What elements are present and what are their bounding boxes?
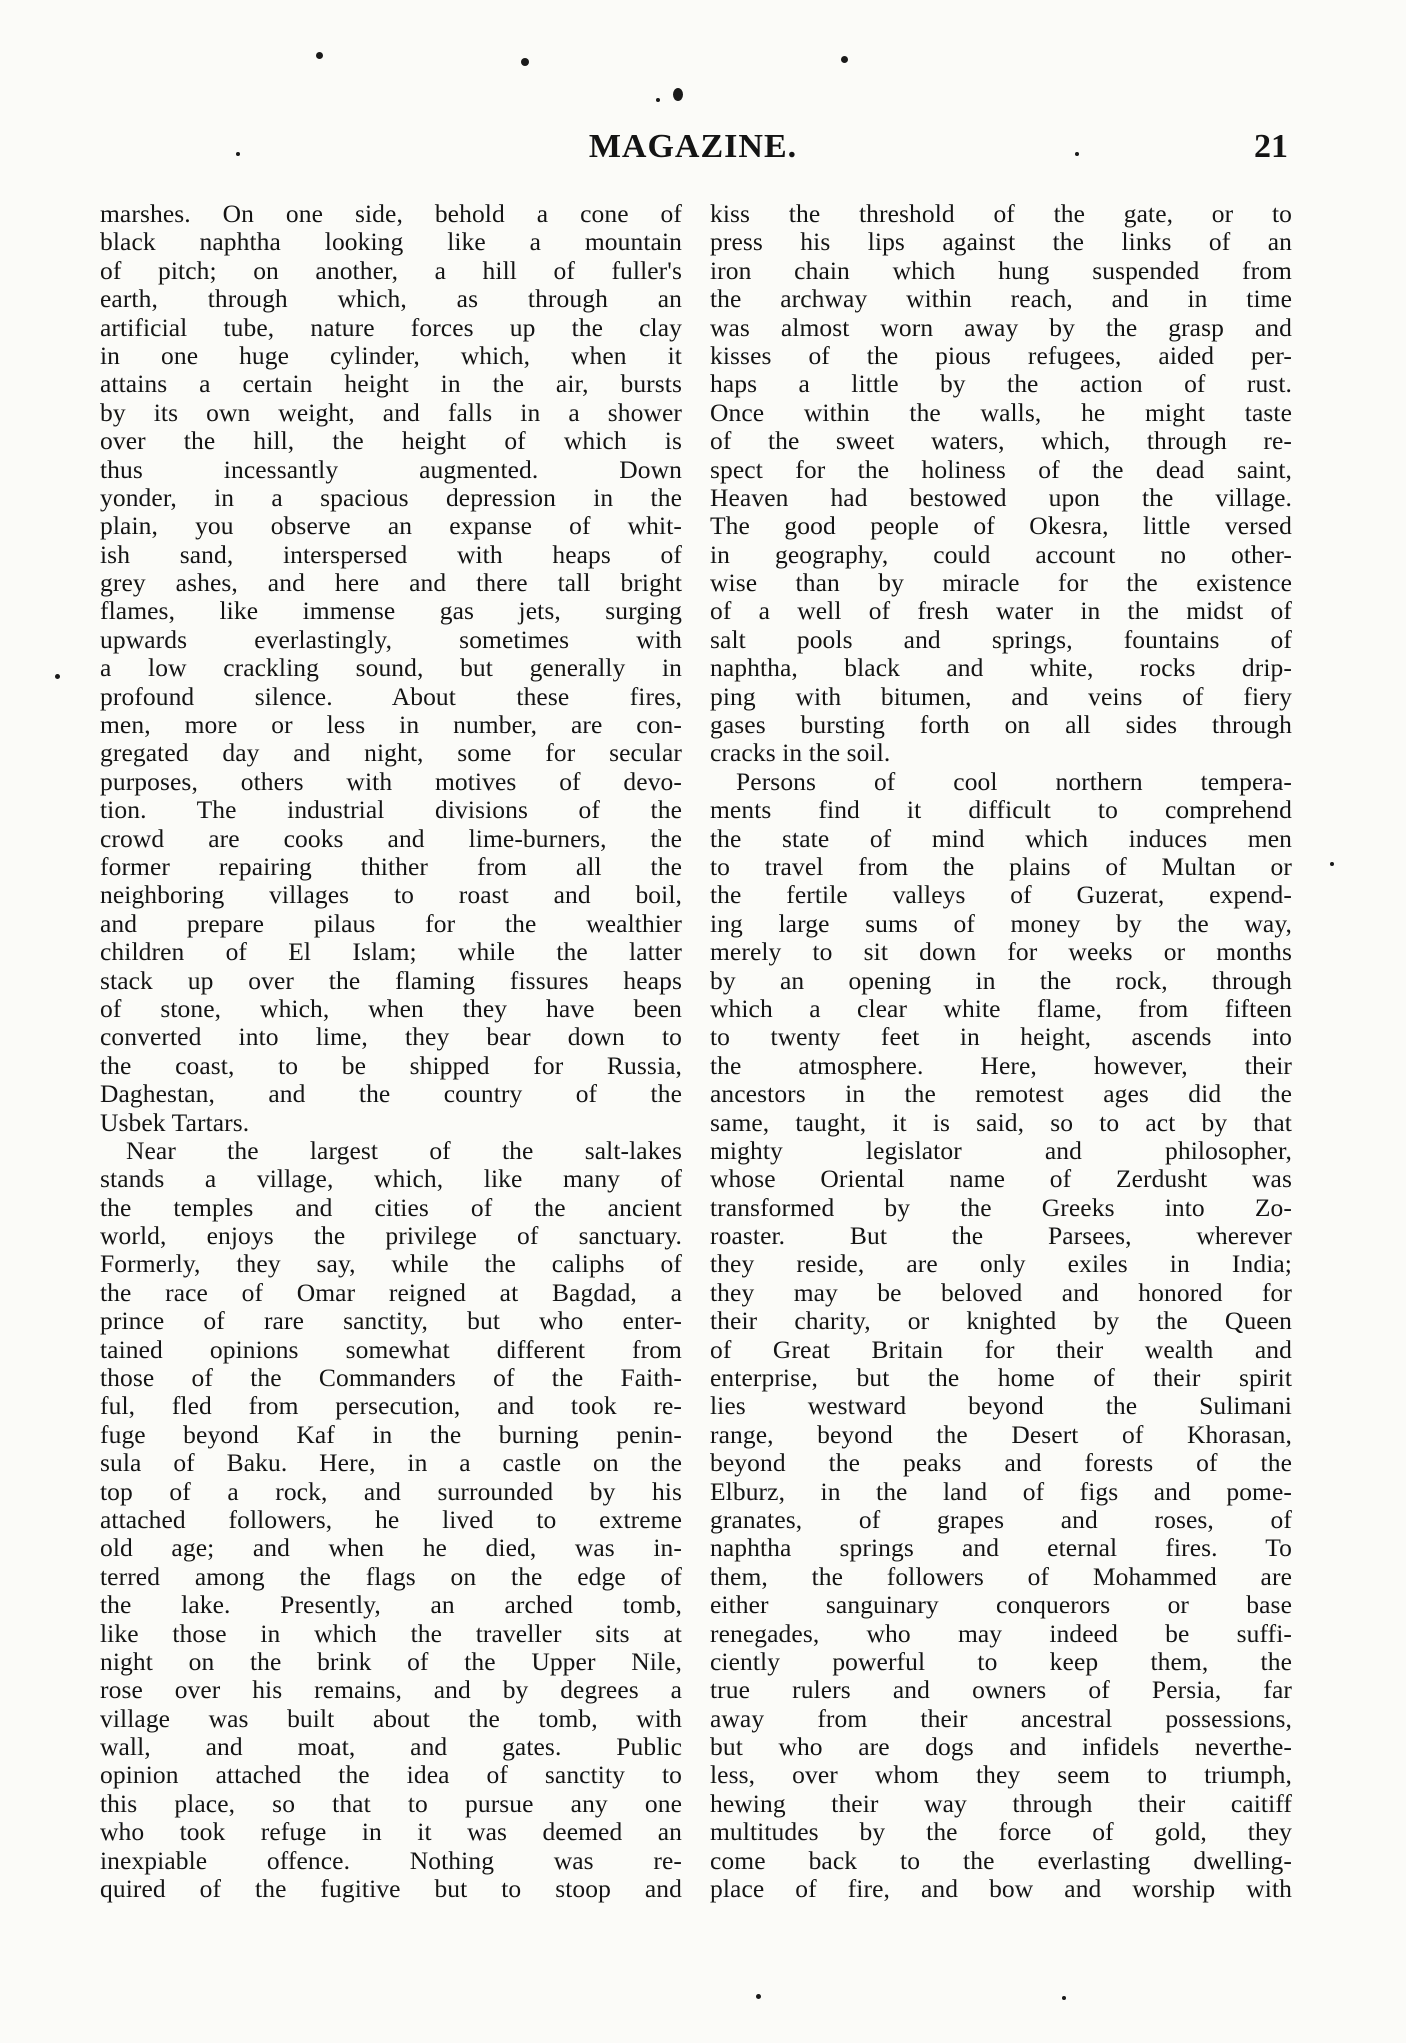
text-line: the coast, to be shipped for Russia, [100,1051,682,1080]
text-line: iron chain which hung suspended from [710,256,1292,285]
text-line: they may be beloved and honored for [710,1278,1292,1307]
text-line: world, enjoys the privilege of sanctuary. [100,1222,682,1251]
text-line: whose Oriental name of Zerdusht was [710,1165,1292,1194]
text-line: multitudes by the force of gold, they [710,1818,1292,1847]
text-line: earth, through which, as through an [100,285,682,314]
text-line: neighboring villages to roast and boil, [100,881,682,910]
scan-speck [521,58,529,66]
text-line: salt pools and springs, fountains of [710,625,1292,654]
text-line: away from their ancestral possessions, [710,1704,1292,1733]
text-line: Elburz, in the land of figs and pome- [710,1477,1292,1506]
text-line: press his lips against the links of an [710,228,1292,257]
text-line: cracks in the soil. [710,739,891,768]
text-line: Daghestan, and the country of the [100,1080,682,1109]
running-title: MAGAZINE. [588,128,798,165]
text-line: children of El Islam; while the latter [100,938,682,967]
text-line: Heaven had bestowed upon the village. [710,483,1292,512]
text-line: Formerly, they say, while the caliphs of [100,1250,682,1279]
text-line: spect for the holiness of the dead saint, [710,455,1292,484]
text-line: Once within the walls, he might taste [710,398,1292,427]
text-line: night on the brink of the Upper Nile, [100,1647,682,1676]
right-text-column [710,200,1292,2010]
text-line: ments find it difficult to comprehend [710,796,1292,825]
text-line: of a well of fresh water in the midst of [710,597,1292,626]
text-line: Usbek Tartars. [100,1108,250,1137]
text-line: ful, fled from persecution, and took re- [100,1392,682,1421]
text-line: sula of Baku. Here, in a castle on the [100,1449,682,1478]
scan-speck [1330,862,1334,866]
text-line: of the sweet waters, which, through re- [710,427,1292,456]
text-line: Near the largest of the salt-lakes [126,1136,682,1165]
text-line: quired of the fugitive but to stoop and [100,1875,682,1904]
text-line: naphtha, black and white, rocks drip- [710,654,1292,683]
text-line: ancestors in the remotest ages did the [710,1080,1292,1109]
text-line: ciently powerful to keep them, the [710,1647,1292,1676]
text-line: ish sand, interspersed with heaps of [100,540,682,569]
text-line: the temples and cities of the ancient [100,1193,682,1222]
text-line: attached followers, he lived to extreme [100,1505,682,1534]
text-line: The good people of Okesra, little versed [710,512,1292,541]
text-line: tained opinions somewhat different from [100,1335,682,1364]
text-line: artificial tube, nature forces up the clay [100,313,682,342]
text-line: terred among the flags on the edge of [100,1562,682,1591]
text-line: the fertile valleys of Guzerat, expend- [710,881,1292,910]
text-line: gases bursting forth on all sides through [710,711,1292,740]
text-line: plain, you observe an expanse of whit- [100,512,682,541]
text-line: less, over whom they seem to triumph, [710,1761,1292,1790]
text-line: converted into lime, they bear down to [100,1023,682,1052]
text-line: hewing their way through their caitiff [710,1789,1292,1818]
text-line: those of the Commanders of the Faith- [100,1364,682,1393]
text-line: was almost worn away by the grasp and [710,313,1292,342]
text-line: the race of Omar reigned at Bagdad, a [100,1278,682,1307]
text-line: gregated day and night, some for secular [100,739,682,768]
text-line: in geography, could account no other- [710,540,1292,569]
scan-speck [656,98,660,102]
text-line: transformed by the Greeks into Zo- [710,1193,1292,1222]
text-line: upwards everlastingly, sometimes with [100,625,682,654]
text-line: of pitch; on another, a hill of fuller's [100,256,682,285]
text-line: stack up over the flaming fissures heaps [100,966,682,995]
text-line: ing large sums of money by the way, [710,909,1292,938]
text-line: men, more or less in number, are con- [100,711,682,740]
text-line: black naphtha looking like a mountain [100,228,682,257]
text-line: to twenty feet in height, ascends into [710,1023,1292,1052]
text-line: enterprise, but the home of their spirit [710,1364,1292,1393]
text-line: profound silence. About these fires, [100,682,682,711]
text-line: crowd are cooks and lime-burners, the [100,824,682,853]
text-line: come back to the everlasting dwelling- [710,1846,1292,1875]
text-line: roaster. But the Parsees, wherever [710,1222,1292,1251]
text-line: attains a certain height in the air, bursts [100,370,682,399]
text-line: which a clear white flame, from fifteen [710,994,1292,1023]
text-line: stands a village, which, like many of [100,1165,682,1194]
text-line: their charity, or knighted by the Queen [710,1307,1292,1336]
text-line: inexpiable offence. Nothing was re- [100,1846,682,1875]
text-line: of Great Britain for their wealth and [710,1335,1292,1364]
text-line: kisses of the pious refugees, aided per- [710,341,1292,370]
page-header [98,128,1288,178]
text-line: purposes, others with motives of devo- [100,767,682,796]
scan-speck [316,52,323,59]
scan-speck [841,56,848,63]
text-line: granates, of grapes and roses, of [710,1505,1292,1534]
text-line: to travel from the plains of Multan or [710,852,1292,881]
text-line: they reside, are only exiles in India; [710,1250,1292,1279]
text-line: by an opening in the rock, through [710,966,1292,995]
text-line: wall, and moat, and gates. Public [100,1733,682,1762]
left-text-column [100,200,682,2010]
text-line: by its own weight, and falls in a shower [100,398,682,427]
text-line: a low crackling sound, but generally in [100,654,682,683]
text-line: over the hill, the height of which is [100,427,682,456]
text-line: rose over his remains, and by degrees a [100,1676,682,1705]
text-line: this place, so that to pursue any one [100,1789,682,1818]
text-line: the lake. Presently, an arched tomb, [100,1591,682,1620]
text-line: of stone, which, when they have been [100,994,682,1023]
text-line: former repairing thither from all the [100,852,682,881]
text-line: the atmosphere. Here, however, their [710,1051,1292,1080]
text-line: beyond the peaks and forests of the [710,1449,1292,1478]
scan-speck [673,88,683,101]
text-line: them, the followers of Mohammed are [710,1562,1292,1591]
text-line: either sanguinary conquerors or base [710,1591,1292,1620]
text-line: naphtha springs and eternal fires. To [710,1534,1292,1563]
text-line: flames, like immense gas jets, surging [100,597,682,626]
text-line: old age; and when he died, was in- [100,1534,682,1563]
text-line: renegades, who may indeed be suffi- [710,1619,1292,1648]
text-line: Persons of cool northern tempera- [736,767,1292,796]
text-line: merely to sit down for weeks or months [710,938,1292,967]
text-line: in one huge cylinder, which, when it [100,341,682,370]
text-line: grey ashes, and here and there tall bright [100,569,682,598]
text-line: mighty legislator and philosopher, [710,1136,1292,1165]
text-line: but who are dogs and infidels neverthe- [710,1733,1292,1762]
text-line: same, taught, it is said, so to act by that [710,1108,1292,1137]
text-line: range, beyond the Desert of Khorasan, [710,1420,1292,1449]
text-line: wise than by miracle for the existence [710,569,1292,598]
text-line: fuge beyond Kaf in the burning penin- [100,1420,682,1449]
text-line: the state of mind which induces men [710,824,1292,853]
text-line: ping with bitumen, and veins of fiery [710,682,1292,711]
page-number: 21 [1254,128,1288,165]
text-line: haps a little by the action of rust. [710,370,1292,399]
text-line: and prepare pilaus for the wealthier [100,909,682,938]
text-line: like those in which the traveller sits at [100,1619,682,1648]
text-line: true rulers and owners of Persia, far [710,1676,1292,1705]
text-line: village was built about the tomb, with [100,1704,682,1733]
text-line: prince of rare sanctity, but who enter- [100,1307,682,1336]
text-line: the archway within reach, and in time [710,285,1292,314]
text-line: kiss the threshold of the gate, or to [710,200,1292,228]
text-line: who took refuge in it was deemed an [100,1818,682,1847]
scan-speck [55,674,60,679]
text-line: opinion attached the idea of sanctity to [100,1761,682,1790]
text-line: lies westward beyond the Sulimani [710,1392,1292,1421]
text-line: thus incessantly augmented. Down [100,455,682,484]
text-line: marshes. On one side, behold a cone of [100,200,682,228]
text-line: top of a rock, and surrounded by his [100,1477,682,1506]
text-line: place of fire, and bow and worship with [710,1875,1292,1904]
text-line: tion. The industrial divisions of the [100,796,682,825]
text-line: yonder, in a spacious depression in the [100,483,682,512]
